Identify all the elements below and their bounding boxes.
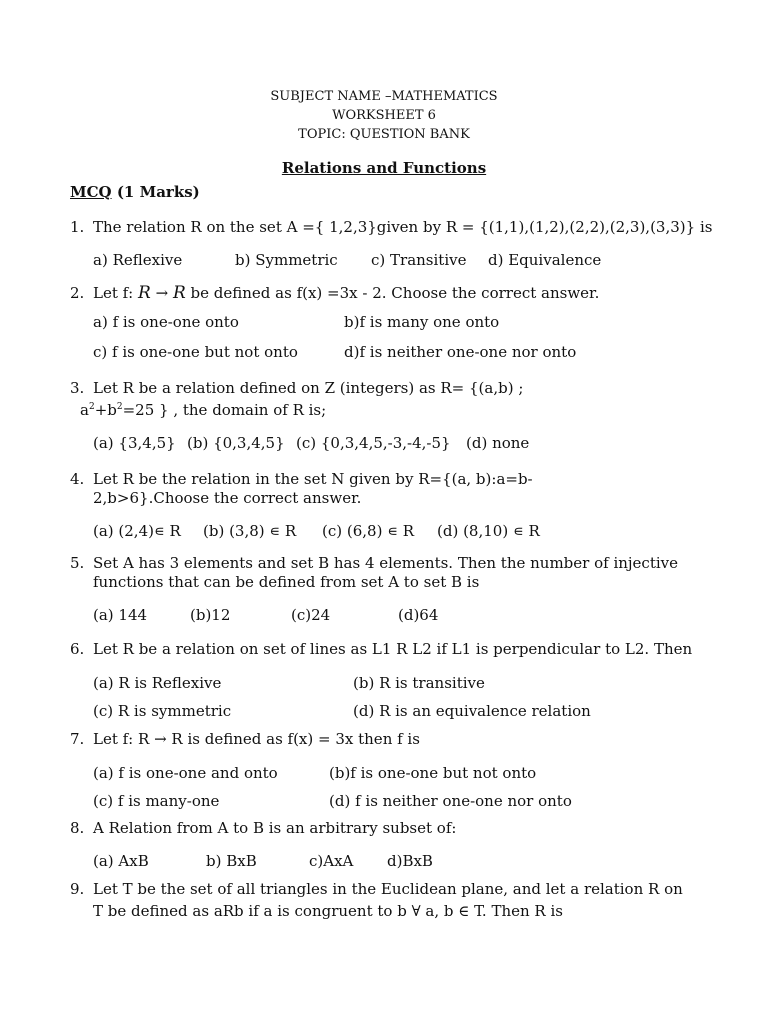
subject-name: SUBJECT NAME –MATHEMATICS — [270, 89, 498, 104]
section-heading — [70, 183, 200, 201]
worksheet-number: WORKSHEET 6 — [332, 108, 436, 123]
q2-text — [93, 284, 599, 303]
section-marks: (1 Marks) — [111, 183, 200, 201]
q7-number: 7. — [70, 730, 85, 748]
q2-option-b: b)f is many one onto — [344, 313, 500, 331]
q2-option-d: d)f is neither one-one nor onto — [344, 343, 577, 361]
q1-text: The relation R on the set A ={ 1,2,3}given by R = {(1,1),(1,2),(2,2),(2,3),(3,3)} is — [93, 218, 713, 236]
q3-sup-1: 2 — [88, 402, 95, 412]
q4-line1: Let R be the relation in the set N given by R={(a, b):a=b- — [93, 470, 533, 488]
q8-text: A Relation from A to B is an arbitrary subset of: — [93, 819, 457, 837]
q3-sup-2: 2 — [116, 402, 123, 412]
q9-number: 9. — [70, 880, 85, 898]
q6-text: Let R be a relation on set of lines as L1 R L2 if L1 is perpendicular to L2. Then — [93, 640, 693, 658]
q2-pre: Let f: — [93, 284, 139, 302]
q5-option-b: (b)12 — [190, 606, 231, 624]
q2-domain: R — [138, 283, 151, 303]
q3-a-base: a — [80, 401, 89, 419]
q4-line2: 2,b>6}.Choose the correct answer. — [93, 489, 362, 507]
q4-option-d: (d) (8,10) ∊ R — [437, 522, 540, 540]
q3-rest: =25 } , the domain of R is; — [122, 401, 327, 419]
q8-option-c: c)AxA — [309, 852, 354, 870]
q5-option-c: (c)24 — [291, 606, 331, 624]
q4-option-b: (b) (3,8) ∊ R — [203, 522, 297, 540]
q3-option-b: (b) {0,3,4,5} — [187, 434, 285, 452]
q2-number: 2. — [70, 284, 85, 302]
q3-b-base: +b — [94, 401, 117, 419]
q3-option-a: (a) {3,4,5} — [93, 434, 176, 452]
q1-option-b: b) Symmetric — [235, 251, 338, 269]
q3-option-d: (d) none — [466, 434, 530, 452]
q3-option-c: (c) {0,3,4,5,-3,-4,-5} — [296, 434, 451, 452]
q5-option-a: (a) 144 — [93, 606, 148, 624]
q2-codomain: R — [172, 283, 186, 303]
topic: TOPIC: QUESTION BANK — [298, 127, 470, 142]
q6-number: 6. — [70, 640, 85, 658]
q3-line1: Let R be a relation defined on Z (integers) as R= {(a,b) ; — [93, 379, 524, 397]
q1-option-c: c) Transitive — [371, 251, 467, 269]
q5-line2: functions that can be defined from set A to set B is — [93, 573, 480, 591]
q6-option-a: (a) R is Reflexive — [93, 674, 222, 692]
q7-option-d: (d) f is neither one-one nor onto — [329, 792, 572, 810]
q9-line2: T be defined as aRb if a is congruent to b ∀ a, b ∈ T. Then R is — [93, 902, 563, 920]
section-label: MCQ — [70, 183, 112, 201]
q5-line1: Set A has 3 elements and set B has 4 elements. Then the number of injective — [93, 554, 679, 572]
q8-number: 8. — [70, 819, 85, 837]
q4-option-c: (c) (6,8) ∊ R — [322, 522, 415, 540]
q4-number: 4. — [70, 470, 85, 488]
q7-option-c: (c) f is many-one — [93, 792, 220, 810]
q9-line1: Let T be the set of all triangles in the Euclidean plane, and let a relation R on — [93, 880, 683, 898]
q5-option-d: (d)64 — [398, 606, 439, 624]
q2-option-a: a) f is one-one onto — [93, 313, 239, 331]
q7-option-a: (a) f is one-one and onto — [93, 764, 278, 782]
q3-line2 — [80, 398, 326, 420]
q6-option-c: (c) R is symmetric — [93, 702, 232, 720]
q1-option-a: a) Reflexive — [93, 251, 183, 269]
q7-option-b: (b)f is one-one but not onto — [329, 764, 537, 782]
q3-number: 3. — [70, 379, 85, 397]
page-title: Relations and Functions — [281, 159, 487, 177]
q2-post: be defined as f(x) =3x - 2. Choose the correct answer. — [185, 284, 600, 302]
q8-option-d: d)BxB — [387, 852, 433, 870]
q5-number: 5. — [70, 554, 85, 572]
q1-option-d: d) Equivalence — [488, 251, 602, 269]
q2-arrow: → — [150, 284, 173, 302]
q1-number: 1. — [70, 218, 85, 236]
q6-option-d: (d) R is an equivalence relation — [353, 702, 591, 720]
q8-option-a: (a) AxB — [93, 852, 149, 870]
q8-option-b: b) BxB — [206, 852, 257, 870]
q2-option-c: c) f is one-one but not onto — [93, 343, 298, 361]
q6-option-b: (b) R is transitive — [353, 674, 485, 692]
q7-text: Let f: R → R is defined as f(x) = 3x then f is — [93, 730, 420, 748]
q4-option-a: (a) (2,4)∊ R — [93, 522, 181, 540]
